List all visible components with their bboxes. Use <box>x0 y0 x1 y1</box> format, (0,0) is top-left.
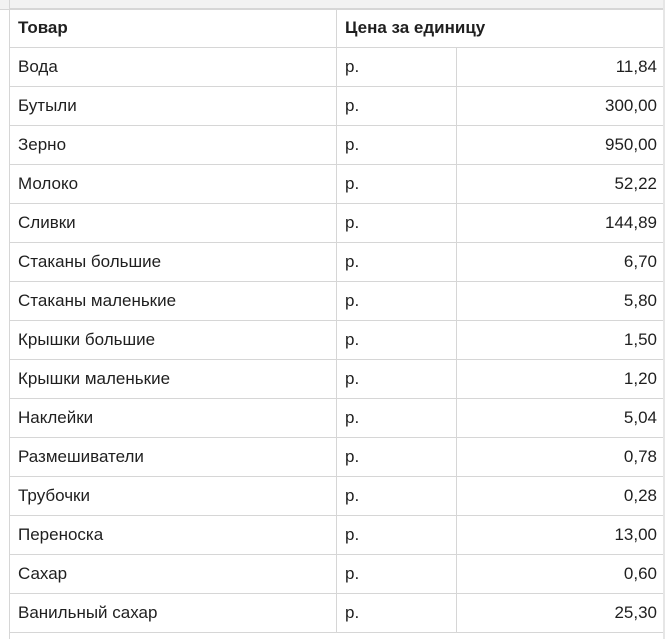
item-name-cell[interactable]: Трубочки <box>10 477 337 516</box>
currency-cell[interactable]: р. <box>337 204 457 243</box>
table-row <box>10 204 665 243</box>
unit-price-cell[interactable]: 144,89 <box>457 204 665 243</box>
currency-cell[interactable]: р. <box>337 282 457 321</box>
table-row <box>10 477 665 516</box>
header-price-cell[interactable]: Цена за единицу <box>337 9 665 48</box>
item-name-cell[interactable]: Вода <box>10 48 337 87</box>
header-item-cell[interactable]: Товар <box>10 9 337 48</box>
currency-cell[interactable]: р. <box>337 243 457 282</box>
unit-price-cell[interactable]: 0,28 <box>457 477 665 516</box>
currency-cell[interactable]: р. <box>337 87 457 126</box>
unit-price-cell[interactable]: 0,78 <box>457 438 665 477</box>
item-name-cell[interactable]: Крышки маленькие <box>10 360 337 399</box>
item-name-cell[interactable]: Крышки большие <box>10 321 337 360</box>
item-name-cell[interactable]: Стаканы большие <box>10 243 337 282</box>
unit-price-cell[interactable]: 5,04 <box>457 399 665 438</box>
table-row <box>10 126 665 165</box>
table-row <box>10 360 665 399</box>
currency-cell[interactable]: р. <box>337 321 457 360</box>
item-name-cell[interactable]: Молоко <box>10 165 337 204</box>
item-name-cell[interactable]: Бутыли <box>10 87 337 126</box>
item-name-cell[interactable]: Сливки <box>10 204 337 243</box>
currency-cell[interactable]: р. <box>337 555 457 594</box>
currency-cell[interactable]: р. <box>337 126 457 165</box>
currency-cell[interactable]: р. <box>337 48 457 87</box>
currency-cell[interactable]: р. <box>337 165 457 204</box>
currency-cell[interactable]: р. <box>337 516 457 555</box>
currency-cell[interactable]: р. <box>337 360 457 399</box>
item-name-cell[interactable]: Размешиватели <box>10 438 337 477</box>
currency-cell[interactable]: р. <box>337 399 457 438</box>
unit-price-cell[interactable]: 25,30 <box>457 594 665 633</box>
currency-cell[interactable]: р. <box>337 438 457 477</box>
currency-cell[interactable]: р. <box>337 594 457 633</box>
table-row <box>10 438 665 477</box>
table-row <box>10 555 665 594</box>
table-row <box>10 243 665 282</box>
unit-price-cell[interactable]: 300,00 <box>457 87 665 126</box>
table-row <box>10 516 665 555</box>
unit-price-cell[interactable]: 13,00 <box>457 516 665 555</box>
item-name-cell[interactable]: Переноска <box>10 516 337 555</box>
table-row <box>10 399 665 438</box>
currency-cell[interactable]: р. <box>337 477 457 516</box>
table-row <box>10 87 665 126</box>
price-table <box>9 8 665 633</box>
item-name-cell[interactable]: Наклейки <box>10 399 337 438</box>
item-name-cell[interactable]: Зерно <box>10 126 337 165</box>
unit-price-cell[interactable]: 6,70 <box>457 243 665 282</box>
unit-price-cell[interactable]: 950,00 <box>457 126 665 165</box>
table-row <box>10 48 665 87</box>
unit-price-cell[interactable]: 11,84 <box>457 48 665 87</box>
unit-price-cell[interactable]: 5,80 <box>457 282 665 321</box>
item-name-cell[interactable]: Стаканы маленькие <box>10 282 337 321</box>
unit-price-cell[interactable]: 1,50 <box>457 321 665 360</box>
unit-price-cell[interactable]: 1,20 <box>457 360 665 399</box>
item-name-cell[interactable]: Сахар <box>10 555 337 594</box>
table-row <box>10 594 665 633</box>
unit-price-cell[interactable]: 52,22 <box>457 165 665 204</box>
table-row <box>10 165 665 204</box>
table-header-row <box>10 9 665 48</box>
table-row <box>10 321 665 360</box>
unit-price-cell[interactable]: 0,60 <box>457 555 665 594</box>
table-row <box>10 282 665 321</box>
item-name-cell[interactable]: Ванильный сахар <box>10 594 337 633</box>
